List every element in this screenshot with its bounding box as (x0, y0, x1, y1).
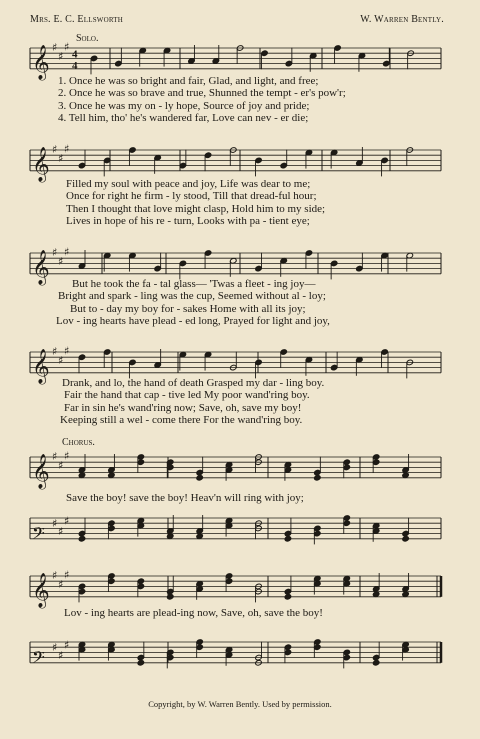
time-signature-bottom: 4 (72, 59, 78, 72)
sharp-icon: ♯ (52, 641, 58, 655)
lyric-line: 2. Once he was so brave and true, Shunned the tempt - er's pow'r; (58, 87, 346, 100)
note-head (284, 536, 291, 542)
chorus-label: Chorus. (62, 437, 95, 448)
sharp-icon: ♯ (58, 577, 64, 591)
music-staff-bass-chorus-1 (0, 508, 480, 568)
copyright-notice: Copyright, by W. Warren Bently. Used by permission. (148, 699, 332, 709)
note-head (137, 660, 144, 666)
treble-clef-icon: 𝄞 (32, 453, 50, 489)
note-head (78, 536, 85, 542)
sharp-icon: ♯ (58, 151, 64, 165)
sharp-icon: ♯ (58, 649, 64, 662)
lyric-line: Drank, and lo, the hand of death Grasped my dar - ling boy. (62, 377, 325, 389)
sharp-icon: ♯ (52, 345, 58, 358)
lyric-line: 3. Once he was my on - ly hope, Source of joy and pride; (58, 99, 310, 112)
sharp-icon: ♯ (52, 41, 58, 54)
note-head (314, 475, 321, 481)
lyricist-credit: Mrs. E. C. Ellsworth (30, 14, 124, 25)
bass-clef-icon: 𝄢 (32, 646, 45, 671)
lyric-line: Far in sin he's wand'ring now; Save, oh, save my boy! (64, 401, 302, 414)
lyric-line: 1. Once he was so bright and fair, Glad, and light, and free; (58, 75, 319, 87)
treble-clef-icon: 𝄞 (32, 44, 50, 80)
lyric-line: 4. Tell him, tho' he's wandered far, Love can nev - er die; (58, 111, 309, 124)
sharp-icon: ♯ (64, 568, 70, 582)
sharp-icon: ♯ (52, 517, 58, 531)
lyric-line: Lov - ing hearts are plead-ing now, Save, oh, save the boy! (64, 607, 323, 619)
lyric-line: Keeping still a wel - come there For the wand'ring boy. (60, 413, 303, 426)
tempo-marking: Solo. (76, 33, 99, 44)
sharp-icon: ♯ (52, 450, 58, 463)
sharp-icon: ♯ (52, 569, 58, 582)
sharp-icon: ♯ (58, 254, 64, 268)
music-staff-bass-chorus-2 (0, 632, 480, 692)
treble-clef-icon: 𝄞 (32, 249, 50, 285)
sharp-icon: ♯ (64, 514, 70, 528)
lyric-line: Save the boy! save the boy! Heav'n will ring with joy; (66, 492, 304, 504)
treble-clef-icon: 𝄞 (32, 146, 50, 182)
composer-credit: W. Warren Bently. (360, 14, 444, 25)
lyric-line: Lov - ing hearts have plead - ed long, Prayed for light and joy, (56, 314, 330, 327)
lyric-line: Then I thought that love might clasp, Hold him to my side; (66, 202, 326, 215)
note-head (402, 536, 409, 542)
note-head (284, 594, 291, 600)
note-head (196, 475, 203, 481)
sharp-icon: ♯ (52, 246, 58, 259)
lyric-line: Bright and spark - ling was the cup, Seemed without al - loy; (58, 290, 326, 303)
sharp-icon: ♯ (52, 143, 58, 156)
lyric-line: But to - day my boy for - sakes Home with all its joy; (70, 302, 306, 315)
sharp-icon: ♯ (64, 245, 70, 259)
lyric-line: Once for right he firm - ly stood, Till that dread-ful hour; (66, 190, 317, 203)
sharp-icon: ♯ (58, 525, 64, 538)
time-signature-top: 4 (72, 48, 78, 61)
treble-clef-icon: 𝄞 (32, 572, 50, 608)
sharp-icon: ♯ (64, 142, 70, 156)
treble-clef-icon: 𝄞 (32, 348, 50, 384)
lyric-line: But he took the fa - tal glass— 'Twas a fleet - ing joy— (72, 278, 316, 290)
sharp-icon: ♯ (64, 344, 70, 358)
sharp-icon: ♯ (58, 49, 64, 63)
sharp-icon: ♯ (64, 638, 70, 652)
lyric-line: Fair the hand that cap - tive led My poor wand'ring boy. (64, 389, 310, 402)
sharp-icon: ♯ (64, 40, 70, 54)
lyric-line: Filled my soul with peace and joy, Life was dear to me; (66, 178, 311, 190)
sharp-icon: ♯ (64, 449, 70, 463)
sharp-icon: ♯ (58, 353, 64, 367)
sharp-icon: ♯ (58, 458, 64, 472)
lyric-line: Lives in hope of his re - turn, Looks with pa - tient eye; (66, 214, 310, 227)
bass-clef-icon: 𝄢 (32, 522, 45, 547)
note-head (372, 660, 379, 666)
